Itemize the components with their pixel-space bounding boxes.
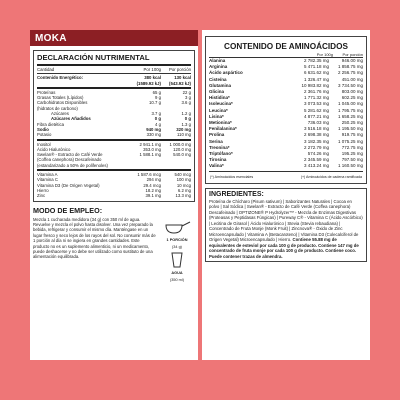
- nutrition-cell-n: Zinc: [37, 193, 46, 199]
- flavor-header: MOKA: [30, 30, 198, 46]
- amino-cell-b: 250.25 mg: [341, 120, 363, 126]
- nutrition-cell-a: 10.7 g: [149, 100, 161, 106]
- amino-cell-a: 2 698.38 mg: [303, 132, 329, 138]
- amino-cell-n: Treonina*: [209, 144, 230, 150]
- amino-cell-b: 797.50 mg: [341, 157, 363, 163]
- amino-row: [209, 163, 363, 169]
- nutrition-row: [37, 193, 191, 198]
- amino-cell-a: 1 771.32 mg: [303, 95, 329, 101]
- nutrition-row: [37, 67, 191, 72]
- amino-cell-n: Arginina: [209, 64, 228, 70]
- nutrition-cell-n: Azúcares Añadidos: [51, 116, 91, 122]
- amino-cell-n: Lisina*: [209, 113, 224, 119]
- amino-col2: Por porción: [342, 52, 363, 57]
- ingredients-notes: Contiene 55.88 mg de equivalentes de esteviol por cada 100 g de producto. Contiene 147 mg de concentrado de fruta monje por cada 100 g de producto. Contiene coco. Puede contener trazas de almendra.: [209, 237, 359, 259]
- amino-cell-a: 2 782.35 mg: [303, 58, 329, 63]
- nutrition-cell-n: Contenido Energético:: [37, 75, 84, 81]
- ingredients-list: Proteína de Chícharo (Pisum sativum) | Saborizantes Naturales | Cocoa en polvo | Sal Sódica | Swelan® - Extracto de Café Verde (Coffea canephora) Descafeinado | OPTIZONE® P Hydrolyzer™ - Mezcla de Enzimas Digestivas (Proteasas y Peptidasas Fúngicas) | Pureway C® - Vitamina C (Ácido Ascórbico) | Lecitina de Girasol | Ácido Hialurónico | Stevia (Stevia rebaudiana) | Concentrado de Fruta Monje (Monk Fruit) | Zincnova® - Óxido de Zinc Microencapsulado | Vitamina A (Betacaroteno) | Vitamina D3 (Colecalciferol de Origen Vegetal) Microencapsulado | Hierro.: [209, 198, 363, 243]
- amino-cell-n: Glutamina: [209, 82, 232, 88]
- amino-cell-a: 2 361.76 mg: [303, 89, 329, 95]
- amino-cell-n: Glicina: [209, 89, 225, 95]
- nutrition-cell-a: 353.0 mg: [143, 146, 161, 152]
- amino-cell-n: Ácido aspártico: [209, 70, 243, 76]
- nutrition-cell-a: 3.7 g: [151, 111, 161, 117]
- amino-cell-a: 2 272.79 mg: [303, 144, 329, 150]
- nutrition-cell-n: (hidratos de carbono): [37, 105, 78, 111]
- nutrition-cell-b: 130 kcal: [174, 75, 191, 81]
- ingredients-text: [209, 199, 363, 260]
- nutrition-cell-a: 29.4 mcg: [143, 182, 161, 188]
- amino-cell-a: 5 281.62 mg: [303, 107, 329, 113]
- nutrition-row: [37, 132, 191, 137]
- right-panel: [202, 30, 370, 360]
- amino-cell-b: 1 195.50 mg: [337, 126, 363, 132]
- nutrition-cell-n: (Coffea canephora) Descafeinado: [37, 157, 102, 163]
- water-label: AGUA: [171, 270, 183, 275]
- nutrition-cell-b: 13.3 mg: [175, 193, 191, 199]
- nutrition-title: DECLARACIÓN NUTRIMENTAL: [37, 53, 191, 66]
- amino-cell-n: Valina*: [209, 163, 224, 169]
- nutrition-cell-n: [37, 81, 131, 86]
- nutrition-cell-n: Azúcares: [51, 111, 69, 117]
- portion-graphic: [159, 217, 195, 282]
- amino-cell-b: 1 658.25 mg: [337, 113, 363, 119]
- legend-branched: (+) Aminoácidos de cadena ramificada: [300, 174, 362, 179]
- nutrition-cell-b: 1.2 g: [181, 111, 191, 117]
- amino-cell-a: 574.26 mg: [307, 151, 329, 157]
- amino-cell-n: Serina: [209, 138, 223, 144]
- amino-cell-a: 2 345.59 mg: [303, 157, 329, 163]
- nutrition-cell-n: Vitamina A: [37, 172, 58, 178]
- amino-cell-n: Isoleucina*: [209, 101, 233, 107]
- nutrition-cell-b: 22 g: [182, 89, 191, 95]
- portion-label: 1 PORCIÓN: [166, 237, 188, 242]
- amino-cell-n: Leucina*: [209, 107, 228, 113]
- scoop-icon: [162, 217, 192, 235]
- nutrition-cell-a: 380 kcal: [144, 75, 161, 81]
- nutrition-cell-a: 330 mg: [146, 132, 161, 138]
- nutrition-row: [37, 163, 191, 168]
- amino-cell-b: 602.25 mg: [341, 95, 363, 101]
- amino-cell-n: Histidina*: [209, 95, 230, 101]
- nutrition-cell-n: Sodio: [37, 126, 49, 132]
- nutrition-cell-b: 110 mg: [176, 132, 191, 138]
- nutrition-cell-a: 65 g: [152, 89, 161, 95]
- amino-cell-b: 1 075.25 mg: [337, 138, 363, 144]
- amino-cell-b: 946.00 mg: [341, 58, 363, 63]
- amino-cell-b: 772.75 mg: [341, 144, 363, 150]
- amino-cell-a: 736.03 mg: [307, 120, 329, 126]
- glass-icon: [170, 252, 184, 268]
- nutrition-cell-b: 100 mg: [176, 177, 191, 183]
- amino-cell-n: Triptófano*: [209, 151, 233, 157]
- nutrition-rows: [37, 67, 191, 199]
- nutrition-cell-a: 2 941.1 mg: [139, 141, 161, 147]
- nutrition-cell-b: 6.2 mg: [177, 187, 191, 193]
- amino-rows: [209, 58, 363, 170]
- nutrition-cell-a: Por 100g: [143, 67, 161, 72]
- amino-cell-b: 2 256.75 mg: [337, 70, 363, 76]
- legend-essential: (*) Aminoácidos esenciales: [210, 174, 254, 179]
- amino-cell-a: 3 413.24 mg: [303, 163, 329, 169]
- nutrition-cell-n: Ácido Hialurónico: [37, 146, 71, 152]
- amino-cell-b: 195.25 mg: [341, 151, 363, 157]
- nutrition-cell-n: Swelan® - Extracto de Café Verde: [37, 152, 103, 158]
- amino-cell-b: 1 160.50 mg: [337, 163, 363, 169]
- nutrition-cell-b: 1 000.0 mg: [169, 141, 191, 147]
- nutrition-cell-a: [131, 163, 161, 168]
- amino-cell-n: Prolina: [209, 132, 225, 138]
- nutrition-cell-n: (estandarizado a 50% de polifenoles): [37, 162, 108, 168]
- amino-cell-a: 4 877.21 mg: [303, 113, 329, 119]
- nutrition-cell-a: 1 587.6 mcg: [137, 172, 161, 178]
- amino-cell-b: 451.00 mg: [341, 76, 363, 82]
- water-value: (350 ml): [170, 277, 184, 282]
- amino-cell-b: 1 858.75 mg: [337, 64, 363, 70]
- nutrition-cell-a: 0 g: [154, 116, 161, 122]
- nutrition-cell-n: Cantidad: [37, 67, 55, 72]
- nutrition-cell-n: Carbohidratos Disponibles: [37, 100, 88, 106]
- amino-cell-b: 919.75 mg: [341, 132, 363, 138]
- portion-value: (34 g): [172, 244, 182, 249]
- nutrition-cell-a: 9 g: [155, 95, 161, 101]
- amino-cell-n: Metionina*: [209, 120, 232, 126]
- amino-col1: Por 100g: [316, 52, 333, 57]
- nutrition-cell-b: 10 mcg: [176, 182, 191, 188]
- nutrition-cell-b: 1.3 g: [181, 121, 191, 127]
- amino-cell-a: 5 471.18 mg: [303, 64, 329, 70]
- nutrition-cell-b: 120.0 mg: [173, 146, 191, 152]
- amino-cell-a: 3 516.18 mg: [303, 126, 329, 132]
- amino-title: CONTENIDO DE AMINOÁCIDOS: [224, 42, 348, 51]
- amino-cell-n: Tirosina: [209, 157, 227, 163]
- amino-cell-n: Alanina: [209, 58, 226, 63]
- nutrition-cell-b: [161, 163, 191, 168]
- ingredients-title: INGREDIENTES:: [209, 190, 264, 198]
- amino-table: [205, 36, 367, 184]
- nutrition-cell-a: 294 mg: [146, 177, 161, 183]
- amino-legend: [209, 173, 363, 181]
- nutrition-cell-b: 3.6 g: [181, 100, 191, 106]
- nutrition-row: [37, 81, 191, 86]
- nutrition-cell-n: Vitamina C: [37, 177, 58, 183]
- amino-cell-n: Cisteína: [209, 76, 227, 82]
- nutrition-cell-n: Hierro: [37, 187, 49, 193]
- amino-cell-a: 3 182.35 mg: [303, 138, 329, 144]
- nutrition-cell-n: Inositol: [37, 141, 51, 147]
- nutrition-cell-a: 940 mg: [146, 126, 161, 132]
- nutrition-cell-a: (1589.92 kJ): [136, 80, 161, 86]
- amino-cell-a: 6 631.62 mg: [303, 70, 329, 76]
- amino-cell-b: 1 795.75 mg: [337, 107, 363, 113]
- ingredients-box: [205, 188, 367, 263]
- nutrition-cell-n: Grasas Totales (Lípidos): [37, 95, 84, 101]
- nutrition-cell-b: 3 g: [185, 95, 191, 101]
- nutrition-cell-b: (543.92 kJ): [169, 80, 191, 86]
- nutrition-cell-n: Vitamina D3 (De Origen Vegetal): [37, 182, 100, 188]
- amino-cell-a: 10 983.82 mg: [301, 82, 329, 88]
- usage-text: Mezcla 1 cucharada medidora (34 g) con 350 ml de agua. Revuelve y mezcla el polvo hasta disolver. Una vez preparado la bebida, refrigerar y consumir el mismo día. Manténgase en un lugar fresco y seco lejos de los rayos del sol. No consumir más de 1 porción al día ni se ingiera en grandes cantidades. Este producto no es un suplemento alimenticio, ni un medicamento, puede deshacerse y no debe ser utilizado como sustituto de una alimentación equilibrada.: [33, 216, 156, 260]
- amino-cell-b: 1 045.00 mg: [337, 101, 363, 107]
- amino-cell-n: Fenilalanina*: [209, 126, 237, 132]
- nutrition-table: [33, 50, 195, 202]
- usage-title: MODO DE EMPLEO:: [33, 205, 103, 215]
- left-panel: [30, 30, 198, 360]
- amino-cell-a: 3 073.53 mg: [303, 101, 329, 107]
- nutrition-cell-b: 320 mg: [176, 126, 191, 132]
- nutrition-cell-b: 540.0 mg: [173, 152, 191, 158]
- usage-section: [33, 206, 195, 282]
- nutrition-cell-a: 4 g: [155, 121, 161, 127]
- amino-cell-a: 1 326.47 mg: [303, 76, 329, 82]
- nutrition-cell-a: 39.1 mg: [145, 193, 161, 199]
- amino-cell-b: 803.00 mg: [341, 89, 363, 95]
- nutrition-cell-b: 540 mcg: [174, 172, 191, 178]
- nutrition-cell-n: Fibra dietética: [37, 121, 64, 127]
- nutrition-cell-n: Proteínas: [37, 89, 56, 95]
- nutrition-cell-a: 1 588.1 mg: [139, 152, 161, 158]
- nutrition-cell-n: Potasio: [37, 132, 52, 138]
- nutrition-cell-a: 18.2 mg: [145, 187, 161, 193]
- nutrition-cell-b: 0 g: [184, 116, 191, 122]
- nutrition-cell-b: Por porción: [169, 67, 191, 72]
- amino-cell-b: 3 734.50 mg: [337, 82, 363, 88]
